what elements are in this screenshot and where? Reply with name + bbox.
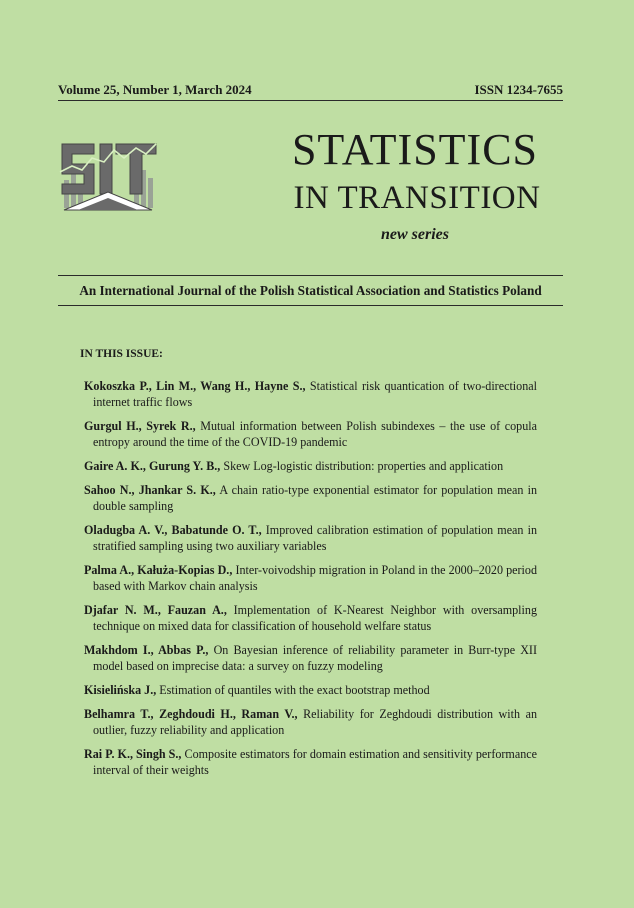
- article-title: Improved calibration estimation of population mean in stratified sampling using two auxiliary variables: [93, 523, 537, 553]
- sit-journal-logo: [58, 136, 158, 212]
- article-entry: [84, 746, 537, 778]
- description-rule-bottom: [58, 305, 563, 306]
- article-authors: Belhamra T., Zeghdoudi H., Raman V.,: [84, 707, 298, 721]
- article-authors: Kisielińska J.,: [84, 683, 157, 697]
- article-entry: [84, 562, 537, 594]
- article-title: Mutual information between Polish subindexes – the use of copula entropy around the time of the COVID-19 pandemic: [93, 419, 537, 449]
- article-entry: [84, 418, 537, 450]
- article-title: A chain ratio-type exponential estimator for population mean in double sampling: [93, 483, 537, 513]
- article-title: Reliability for Zeghdoudi distribution with an outlier, fuzzy reliability and application: [93, 707, 537, 737]
- article-title: Skew Log-logistic distribution: properties and application: [223, 459, 504, 473]
- article-entry: [84, 642, 537, 674]
- journal-description: An International Journal of the Polish Statistical Association and Statistics Poland: [79, 283, 542, 298]
- journal-title-line2: IN TRANSITION: [293, 180, 541, 216]
- article-authors: Sahoo N., Jhankar S. K.,: [84, 483, 216, 497]
- journal-title-line1: STATISTICS: [291, 125, 539, 174]
- header-rule: [58, 100, 563, 101]
- article-authors: Kokoszka P., Lin M., Wang H., Hayne S.,: [84, 379, 306, 393]
- journal-series: new series: [381, 226, 449, 243]
- article-authors: Rai P. K., Singh S.,: [84, 747, 182, 761]
- article-entry: [84, 458, 537, 474]
- article-entry: [84, 482, 537, 514]
- issn: ISSN 1234-7655: [474, 82, 563, 97]
- article-entry: [84, 602, 537, 634]
- article-title: Estimation of quantiles with the exact bootstrap method: [159, 683, 430, 697]
- volume-info: Volume 25, Number 1, March 2024: [58, 82, 252, 97]
- article-authors: Oladugba A. V., Babatunde O. T.,: [84, 523, 262, 537]
- article-authors: Gurgul H., Syrek R.,: [84, 419, 196, 433]
- masthead-bar: [58, 82, 563, 98]
- article-entry: [84, 706, 537, 738]
- article-authors: Palma A., Kałuża-Kopias D.,: [84, 563, 233, 577]
- article-title: On Bayesian inference of reliability parameter in Burr-type XII model based on imprecise data: a survey on fuzzy modeling: [93, 643, 537, 673]
- article-entry: [84, 682, 537, 698]
- article-authors: Gaire A. K., Gurung Y. B.,: [84, 459, 221, 473]
- article-title: Inter-voivodship migration in Poland in the 2000–2020 period based with Markov chain analysis: [93, 563, 537, 593]
- description-rule-top: [58, 275, 563, 276]
- article-title: Statistical risk quantication of two-directional internet traffic flows: [93, 379, 537, 409]
- table-of-contents: [84, 378, 537, 786]
- issue-heading: IN THIS ISSUE:: [80, 348, 163, 360]
- article-title: Composite estimators for domain estimation and sensitivity performance interval of their weights: [93, 747, 537, 777]
- article-entry: [84, 378, 537, 410]
- article-authors: Makhdom I., Abbas P.,: [84, 643, 209, 657]
- article-title: Implementation of K-Nearest Neighbor with oversampling technique on mixed data for classification of household welfare status: [93, 603, 537, 633]
- article-entry: [84, 522, 537, 554]
- article-authors: Djafar N. M., Fauzan A.,: [84, 603, 227, 617]
